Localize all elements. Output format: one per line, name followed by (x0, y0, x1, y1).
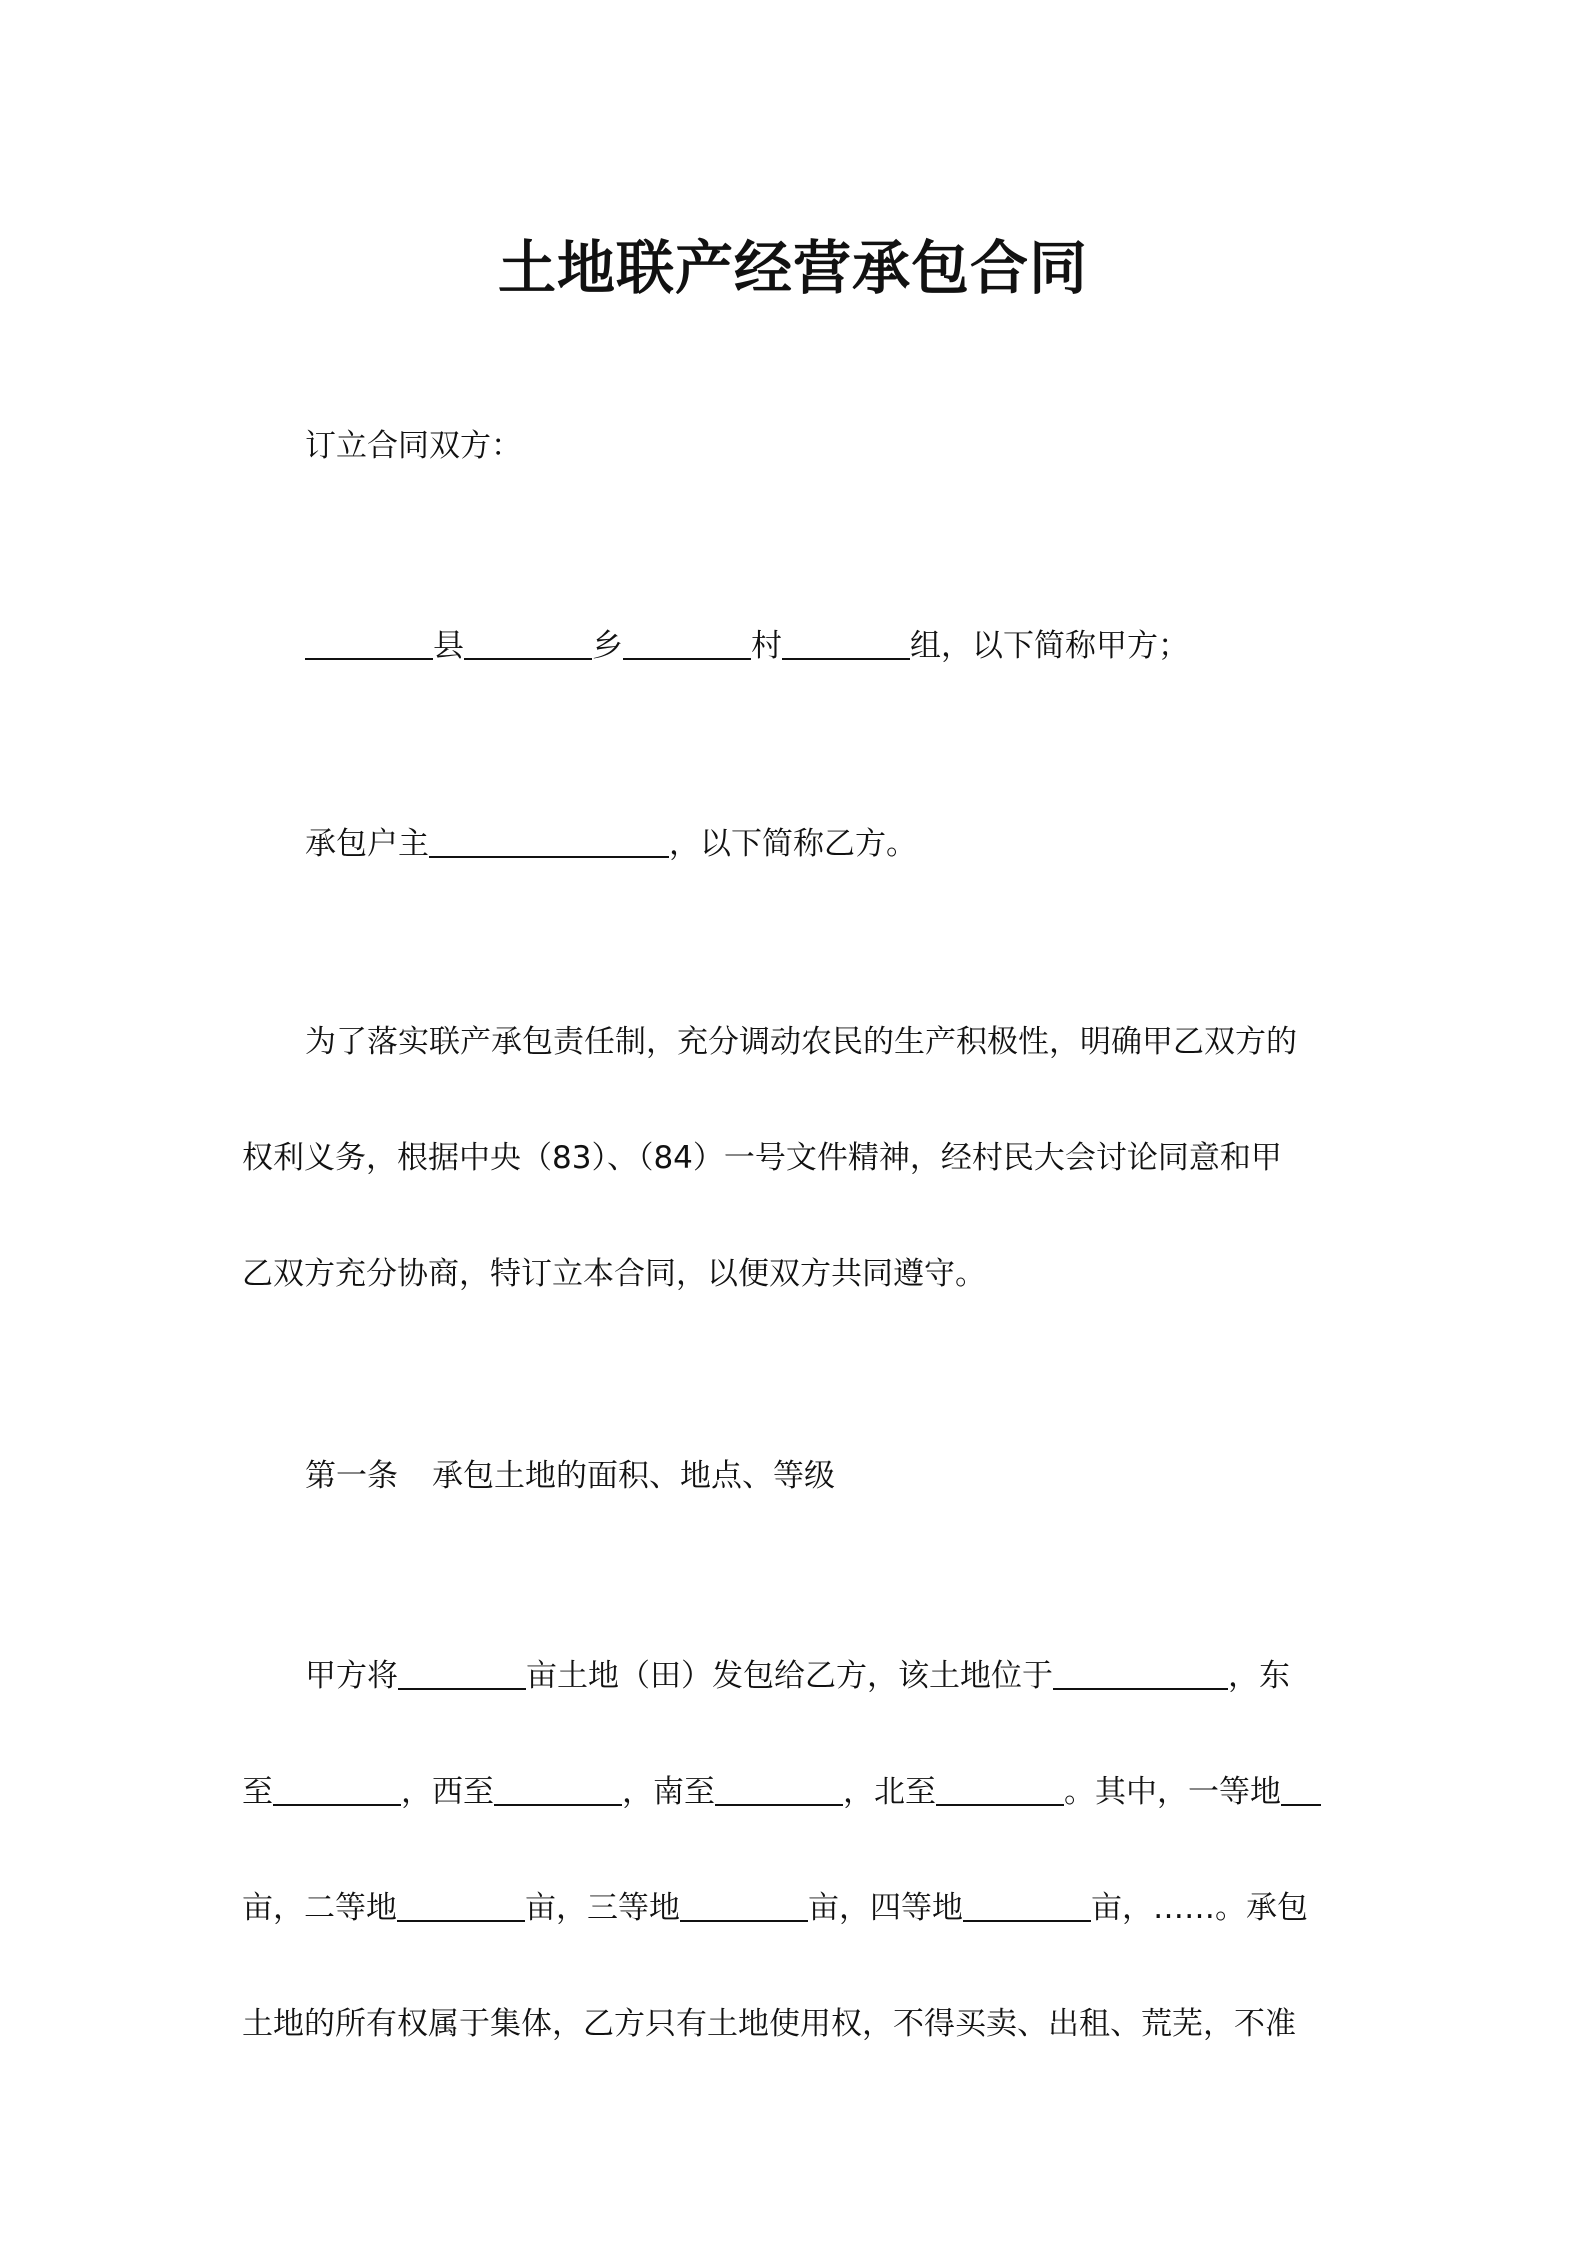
article-1-text: 亩，二等地 (242, 1890, 397, 1926)
article-1-text: ，东 (1228, 1658, 1290, 1694)
article-1-text: 亩，三等地 (525, 1890, 680, 1926)
article-1-title: 承包土地的面积、地点、等级 (432, 1458, 835, 1494)
grade-4-blank[interactable] (963, 1890, 1091, 1922)
township-label: 乡 (592, 628, 623, 664)
article-1-heading (305, 1454, 835, 1498)
article-1-text: ，南至 (622, 1774, 715, 1810)
village-blank[interactable] (623, 628, 751, 660)
purpose-line-2: 权利义务，根据中央（83）、（84）一号文件精神，经村民大会讨论同意和甲 (242, 1140, 1282, 1176)
grade-2-blank[interactable] (397, 1890, 525, 1922)
article-1-text: 至 (242, 1774, 273, 1810)
purpose-line-3: 乙双方充分协商，特订立本合同，以便双方共同遵守。 (242, 1256, 986, 1292)
article-1-text: ，西至 (401, 1774, 494, 1810)
north-boundary-blank[interactable] (936, 1774, 1064, 1806)
village-label: 村 (751, 628, 782, 664)
article-1-text: ，北至 (843, 1774, 936, 1810)
party-b-line (305, 822, 917, 866)
party-b-suffix: ，以下简称乙方。 (669, 826, 917, 862)
article-1-text: 亩土地（田）发包给乙方，该土地位于 (526, 1658, 1053, 1694)
east-boundary-blank[interactable] (273, 1774, 401, 1806)
article-1-text: 。其中，一等地 (1064, 1774, 1281, 1810)
article-1-line-3 (242, 1886, 1308, 1930)
area-blank[interactable] (398, 1658, 526, 1690)
household-head-blank[interactable] (429, 826, 669, 858)
county-blank[interactable] (305, 628, 433, 660)
township-blank[interactable] (464, 628, 592, 660)
south-boundary-blank[interactable] (715, 1774, 843, 1806)
party-b-prefix: 承包户主 (305, 826, 429, 862)
parties-label (305, 424, 522, 468)
grade-1-blank[interactable] (1281, 1774, 1321, 1806)
article-1-number: 第一条 (305, 1458, 398, 1494)
article-1-line-2 (242, 1770, 1321, 1814)
article-1-line-1 (305, 1654, 1290, 1698)
parties-label-text: 订立合同双方： (305, 428, 522, 464)
group-suffix: 组，以下简称甲方； (910, 628, 1189, 664)
county-label: 县 (433, 628, 464, 664)
location-blank[interactable] (1053, 1658, 1228, 1690)
article-1-text: 亩，四等地 (808, 1890, 963, 1926)
article-1-text: 甲方将 (305, 1658, 398, 1694)
group-blank[interactable] (782, 628, 910, 660)
document-title: 土地联产经营承包合同 (497, 234, 1088, 302)
article-1-text: 亩，……。承包 (1091, 1890, 1308, 1926)
article-1-line-4: 土地的所有权属于集体，乙方只有土地使用权，不得买卖、出租、荒芜，不准 (242, 2006, 1296, 2042)
grade-3-blank[interactable] (680, 1890, 808, 1922)
purpose-line-1: 为了落实联产承包责任制，充分调动农民的生产积极性，明确甲乙双方的 (305, 1024, 1297, 1060)
party-a-line (305, 624, 1189, 668)
west-boundary-blank[interactable] (494, 1774, 622, 1806)
